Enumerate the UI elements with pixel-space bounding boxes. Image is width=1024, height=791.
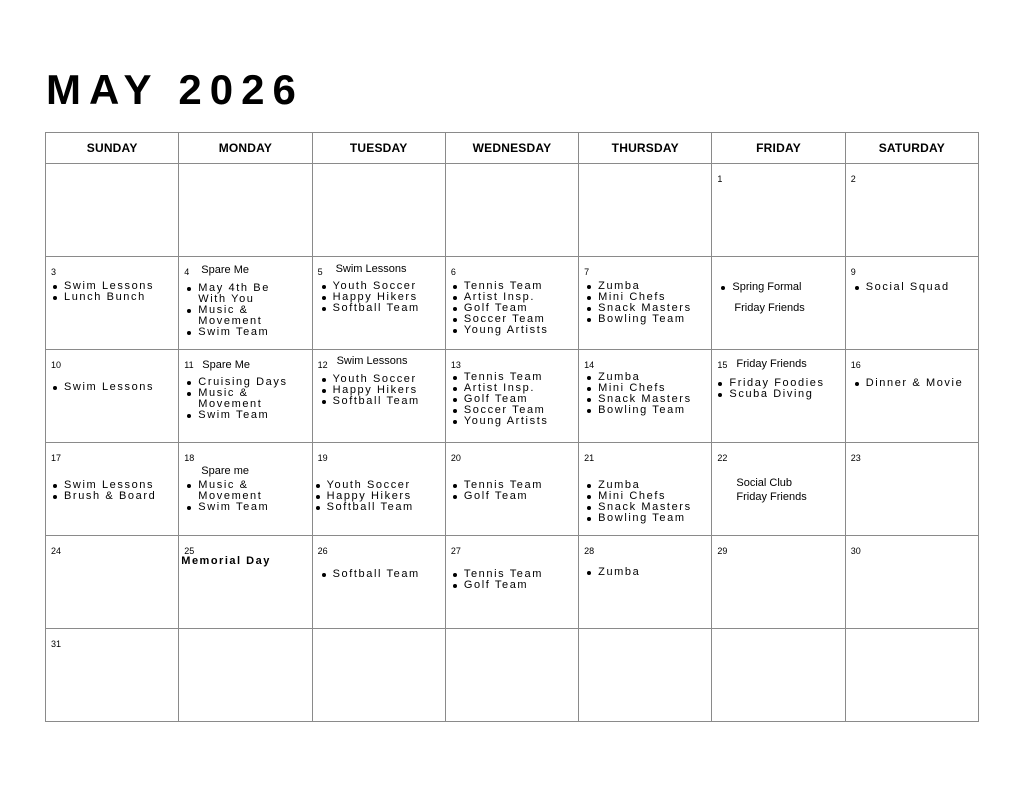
day-number: 6 bbox=[450, 267, 456, 277]
event-item: Swim Lessons bbox=[50, 281, 154, 292]
week-row-2 bbox=[46, 257, 979, 350]
day-cell-empty bbox=[579, 629, 712, 722]
event-item: Happy Hikers bbox=[319, 385, 420, 396]
event-list bbox=[184, 410, 269, 421]
day-number: 18 bbox=[184, 453, 195, 463]
week-row-5 bbox=[46, 536, 979, 629]
week-row-3 bbox=[46, 350, 979, 443]
event-item: Tennis Team bbox=[450, 372, 549, 383]
event-text: May 4th Be bbox=[198, 282, 270, 294]
day-cell-9[interactable] bbox=[845, 257, 978, 350]
event-item: Cruising Days bbox=[184, 377, 287, 388]
event-item: Swim Team bbox=[184, 502, 269, 513]
event-label: Spare me bbox=[201, 465, 249, 477]
day-cell-31[interactable] bbox=[46, 629, 179, 722]
day-cell-1[interactable] bbox=[712, 164, 845, 257]
day-cell-empty bbox=[312, 164, 445, 257]
day-number: 4 bbox=[184, 267, 190, 277]
day-number: 30 bbox=[850, 546, 861, 556]
day-cell-7[interactable] bbox=[579, 257, 712, 350]
day-cell-26[interactable] bbox=[312, 536, 445, 629]
event-list bbox=[852, 282, 950, 293]
event-list bbox=[319, 281, 420, 314]
event-list bbox=[584, 480, 692, 524]
day-cell-16[interactable] bbox=[845, 350, 978, 443]
day-cell-20[interactable] bbox=[445, 443, 578, 536]
event-item: Swim Lessons bbox=[50, 480, 156, 491]
event-label: Friday Friends bbox=[736, 491, 807, 503]
event-item: Music & bbox=[184, 480, 248, 491]
event-label: Friday Friends bbox=[734, 302, 805, 314]
event-item: Happy Hikers bbox=[319, 292, 420, 303]
event-item: Mini Chefs bbox=[584, 292, 692, 303]
day-cell-3[interactable] bbox=[46, 257, 179, 350]
weekday-sunday: SUNDAY bbox=[46, 133, 179, 164]
day-number: 13 bbox=[450, 360, 461, 370]
event-list bbox=[450, 372, 549, 427]
day-number: 23 bbox=[850, 453, 861, 463]
day-cell-21[interactable] bbox=[579, 443, 712, 536]
event-continuation: Movement bbox=[198, 398, 263, 410]
event-list bbox=[852, 378, 964, 389]
event-item: Music & bbox=[184, 305, 248, 316]
event-item: Softball Team bbox=[319, 303, 420, 314]
event-list bbox=[715, 378, 824, 400]
day-cell-empty bbox=[445, 629, 578, 722]
event-item: Artist Insp. bbox=[450, 292, 549, 303]
event-list bbox=[184, 377, 287, 399]
event-item: Young Artists bbox=[450, 416, 549, 427]
event-item: Bowling Team bbox=[584, 314, 692, 325]
weekday-wednesday: WEDNESDAY bbox=[445, 133, 578, 164]
day-number: 22 bbox=[717, 453, 728, 463]
event-item: Golf Team bbox=[450, 394, 549, 405]
day-number: 12 bbox=[317, 360, 328, 370]
day-cell-29[interactable] bbox=[712, 536, 845, 629]
event-item: Soccer Team bbox=[450, 405, 549, 416]
day-cell-28[interactable] bbox=[579, 536, 712, 629]
event-item: Golf Team bbox=[450, 580, 543, 591]
day-cell-empty bbox=[179, 629, 312, 722]
day-cell-10[interactable] bbox=[46, 350, 179, 443]
event-item: Music & bbox=[184, 388, 287, 399]
day-cell-17[interactable] bbox=[46, 443, 179, 536]
weekday-header-row bbox=[46, 133, 979, 164]
event-item: Friday Foodies bbox=[715, 378, 824, 389]
event-list bbox=[313, 480, 414, 513]
event-list bbox=[584, 281, 692, 325]
day-number: 14 bbox=[584, 360, 595, 370]
event-item: Happy Hikers bbox=[313, 491, 414, 502]
event-item: Zumba bbox=[584, 372, 692, 383]
day-cell-24[interactable] bbox=[46, 536, 179, 629]
event-list bbox=[184, 327, 269, 338]
day-cell-empty bbox=[312, 629, 445, 722]
day-number: 3 bbox=[51, 267, 57, 277]
weekday-thursday: THURSDAY bbox=[579, 133, 712, 164]
day-cell-30[interactable] bbox=[845, 536, 978, 629]
weekday-friday: FRIDAY bbox=[712, 133, 845, 164]
event-list bbox=[319, 374, 420, 407]
day-cell-6[interactable] bbox=[445, 257, 578, 350]
day-number: 31 bbox=[51, 639, 62, 649]
event-item: Swim Team bbox=[184, 327, 269, 338]
event-item: Bowling Team bbox=[584, 405, 692, 416]
event-item: Snack Masters bbox=[584, 303, 692, 314]
event-item: Mini Chefs bbox=[584, 491, 692, 502]
event-item: Youth Soccer bbox=[319, 281, 420, 292]
holiday-label: Memorial Day bbox=[181, 555, 271, 567]
event-list bbox=[50, 382, 154, 393]
day-cell-23[interactable] bbox=[845, 443, 978, 536]
event-item: Lunch Bunch bbox=[50, 292, 154, 303]
day-cell-11[interactable] bbox=[179, 350, 312, 443]
weekday-tuesday: TUESDAY bbox=[312, 133, 445, 164]
event-item: Spring Formal bbox=[718, 281, 801, 294]
event-item: Tennis Team bbox=[450, 569, 543, 580]
event-list bbox=[450, 569, 543, 591]
day-cell-13[interactable] bbox=[445, 350, 578, 443]
event-item: Young Artists bbox=[450, 325, 549, 336]
event-item: Soccer Team bbox=[450, 314, 549, 325]
event-list bbox=[584, 567, 640, 578]
day-cell-4[interactable] bbox=[179, 257, 312, 350]
event-item: Dinner & Movie bbox=[852, 378, 964, 389]
event-list bbox=[184, 502, 269, 513]
day-cell-empty bbox=[179, 164, 312, 257]
day-cell-empty bbox=[445, 164, 578, 257]
event-list bbox=[50, 281, 154, 303]
weekday-saturday: SATURDAY bbox=[845, 133, 978, 164]
day-cell-5[interactable] bbox=[312, 257, 445, 350]
event-list bbox=[450, 281, 549, 336]
day-cell-22[interactable] bbox=[712, 443, 845, 536]
day-cell-empty bbox=[46, 164, 179, 257]
event-item: Tennis Team bbox=[450, 281, 549, 292]
event-continuation: Movement bbox=[198, 490, 263, 502]
event-item: Brush & Board bbox=[50, 491, 156, 502]
day-number: 16 bbox=[850, 360, 861, 370]
event-item: Youth Soccer bbox=[313, 480, 414, 491]
day-number: 7 bbox=[584, 267, 590, 277]
day-number: 17 bbox=[51, 453, 62, 463]
event-label: Spare Me bbox=[202, 359, 250, 371]
day-cell-2[interactable] bbox=[845, 164, 978, 257]
event-list bbox=[584, 372, 692, 416]
day-cell-empty bbox=[579, 164, 712, 257]
event-item: Snack Masters bbox=[584, 394, 692, 405]
event-item: Snack Masters bbox=[584, 502, 692, 513]
week-row-1 bbox=[46, 164, 979, 257]
event-item: Scuba Diving bbox=[715, 389, 824, 400]
day-cell-27[interactable] bbox=[445, 536, 578, 629]
event-label: Swim Lessons bbox=[335, 263, 407, 275]
event-item: Golf Team bbox=[450, 491, 543, 502]
event-item: Swim Lessons bbox=[50, 382, 154, 393]
day-number: 26 bbox=[317, 546, 328, 556]
day-cell-14[interactable] bbox=[579, 350, 712, 443]
day-number: 11 bbox=[184, 360, 194, 370]
event-item: Golf Team bbox=[450, 303, 549, 314]
event-item: Artist Insp. bbox=[450, 383, 549, 394]
event-item: Swim Team bbox=[184, 410, 269, 421]
day-number: 27 bbox=[450, 546, 461, 556]
event-list bbox=[718, 281, 801, 294]
event-item: Zumba bbox=[584, 480, 692, 491]
event-item: Youth Soccer bbox=[319, 374, 420, 385]
day-number: 25 bbox=[184, 546, 195, 556]
weekday-monday: MONDAY bbox=[179, 133, 312, 164]
week-row-6 bbox=[46, 629, 979, 722]
day-cell-19[interactable] bbox=[312, 443, 445, 536]
event-list bbox=[50, 480, 156, 502]
event-item: Zumba bbox=[584, 567, 640, 578]
page-title: MAY 2026 bbox=[46, 66, 304, 113]
day-cell-empty bbox=[845, 629, 978, 722]
event-item: Softball Team bbox=[319, 569, 420, 580]
day-number: 15 bbox=[717, 360, 728, 370]
day-cell-18[interactable] bbox=[179, 443, 312, 536]
day-number: 24 bbox=[51, 546, 62, 556]
day-cell-12[interactable] bbox=[312, 350, 445, 443]
day-cell-15[interactable] bbox=[712, 350, 845, 443]
day-number: 9 bbox=[850, 267, 856, 277]
event-label: Friday Friends bbox=[736, 358, 807, 370]
event-label: Social Club bbox=[736, 477, 793, 489]
day-number: 10 bbox=[51, 360, 62, 370]
month-calendar bbox=[45, 132, 979, 722]
event-continuation: With You bbox=[198, 293, 255, 305]
day-number: 21 bbox=[584, 453, 595, 463]
day-cell-empty bbox=[712, 629, 845, 722]
event-item: Bowling Team bbox=[584, 513, 692, 524]
event-item: Mini Chefs bbox=[584, 383, 692, 394]
event-continuation: Movement bbox=[198, 315, 263, 327]
day-number: 28 bbox=[584, 546, 595, 556]
event-list bbox=[450, 480, 543, 502]
day-number: 2 bbox=[850, 174, 856, 184]
event-label: Spare Me bbox=[201, 264, 249, 276]
day-number: 20 bbox=[450, 453, 461, 463]
event-item: Softball Team bbox=[319, 396, 420, 407]
event-item: Zumba bbox=[584, 281, 692, 292]
event-item: Softball Team bbox=[313, 502, 414, 513]
event-list bbox=[319, 569, 420, 580]
day-number: 1 bbox=[717, 174, 723, 184]
day-cell-25[interactable] bbox=[179, 536, 312, 629]
event-label: Swim Lessons bbox=[336, 355, 408, 367]
day-number: 5 bbox=[317, 267, 323, 277]
day-cell-8[interactable] bbox=[712, 257, 845, 350]
week-row-4 bbox=[46, 443, 979, 536]
event-item: Social Squad bbox=[852, 282, 950, 293]
day-number: 29 bbox=[717, 546, 728, 556]
event-item: Tennis Team bbox=[450, 480, 543, 491]
day-number: 19 bbox=[317, 453, 328, 463]
